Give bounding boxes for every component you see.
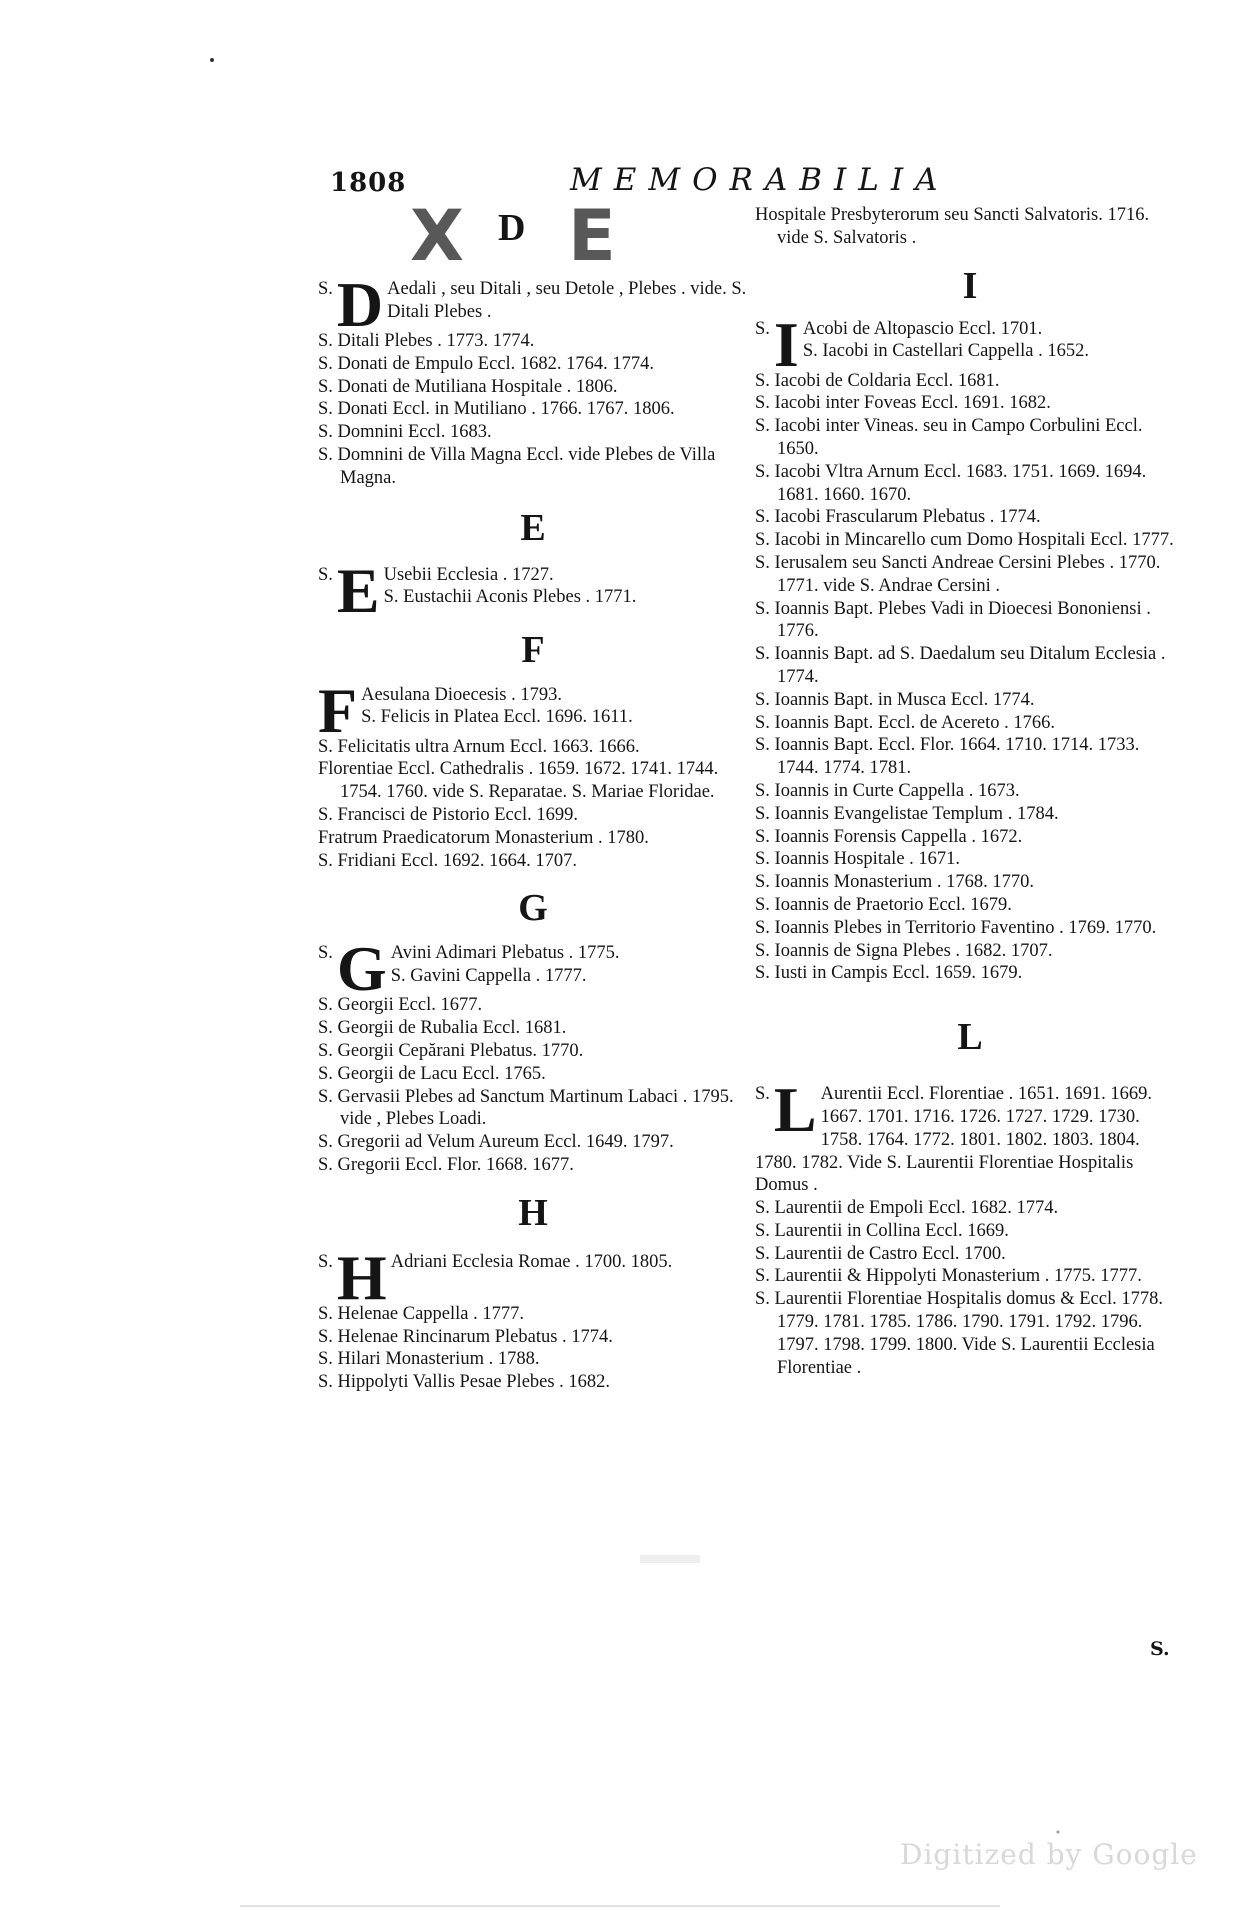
list-item: Adriani Ecclesia Romae . 1700. 1805. — [390, 1251, 673, 1272]
list-item: S. Helenae Rincinarum Plebatus . 1774. — [318, 1326, 613, 1347]
catchword: S. — [1150, 1638, 1170, 1660]
list-item: S. Felicitatis ultra Arnum Eccl. 1663. 1666. — [318, 736, 640, 757]
first-entry-e — [318, 564, 748, 616]
list-item: S. Laurentii & Hippolyti Monasterium . 1775. 1777. — [755, 1266, 1142, 1287]
section-heading-e: E — [520, 506, 546, 549]
drop-initial-d: D — [336, 278, 384, 330]
list-item: S. Gervasii Plebes ad Sanctum Martinum Labaci . 1795. vide , Plebes Loadi. — [318, 1086, 734, 1130]
list-item: S. Laurentii in Collina Eccl. 1669. — [755, 1220, 1009, 1241]
bleed-through-e: E — [568, 195, 616, 277]
page-title: MEMORABILIA — [570, 162, 950, 198]
list-item: S. Laurentii de Castro Eccl. 1700. — [755, 1243, 1006, 1264]
entry-prefix: S. — [755, 1084, 770, 1105]
list-item: S. Donati Eccl. in Mutiliano . 1766. 1767. 1806. — [318, 399, 675, 420]
list-item: S. Georgii de Rubalia Eccl. 1681. — [318, 1018, 567, 1039]
list-item: S. Francisci de Pistorio Eccl. 1699. — [318, 804, 578, 825]
entry-prefix: S. — [318, 1251, 333, 1272]
section-heading-g: G — [518, 887, 548, 930]
list-item: S. Helenae Cappella . 1777. — [318, 1303, 525, 1324]
list-item: S. Eustachii Aconis Plebes . 1771. — [383, 587, 637, 608]
list-item: S. Laurentii Florentiae Hospitalis domus & Eccl. 1778. 1779. 1781. 1785. 1786. 1790. 1791. 1792. 1796. 1797. 1798. 1799. 1800. Vide S. Laurentii Ecclesia Florentiae . — [755, 1289, 1163, 1378]
list-item: S. Donati de Empulo Eccl. 1682. 1764. 1774. — [318, 353, 655, 374]
list-item: S. Iacobi inter Vineas. seu in Campo Corbulini Eccl. 1650. — [755, 416, 1143, 459]
first-entry-g — [318, 942, 748, 994]
list-item: S. Ditali Plebes . 1773. 1774. — [318, 331, 535, 351]
list-item: S. Georgii de Lacu Eccl. 1765. — [318, 1063, 546, 1084]
drop-initial-f: F — [318, 683, 358, 736]
list-item: S. Ioannis Forensis Cappella . 1672. — [755, 826, 1023, 847]
list-item: S. Iacobi inter Foveas Eccl. 1691. 1682. — [755, 393, 1051, 414]
list-item: S. Ioannis de Praetorio Eccl. 1679. — [755, 894, 1012, 915]
list-item: S. Ioannis Evangelistae Templum . 1784. — [755, 803, 1059, 824]
list-item: S. Georgii Eccl. 1677. — [318, 995, 483, 1016]
list-item: Fratrum Praedicatorum Monasterium . 1780. — [318, 827, 649, 848]
section-heading-f: F — [521, 628, 545, 671]
list-item: S. Iacobi in Mincarello cum Domo Hospitali Eccl. 1777. — [755, 530, 1174, 551]
list-item: S. Ioannis Bapt. Plebes Vadi in Dioecesi Bononiensi . 1776. — [755, 598, 1151, 642]
section-heading-l: L — [957, 1016, 983, 1059]
left-column — [318, 207, 748, 1394]
list-item: S. Felicis in Platea Eccl. 1696. 1611. — [361, 707, 633, 728]
list-item: S. Gregorii ad Velum Aureum Eccl. 1649. 1797. — [318, 1132, 674, 1153]
first-entry-l — [755, 1083, 1185, 1197]
list-item: S. Ioannis Monasterium . 1768. 1770. — [755, 872, 1035, 893]
list-item: S. Laurentii de Empoli Eccl. 1682. 1774. — [755, 1198, 1059, 1219]
entry-prefix: S. — [318, 564, 333, 585]
drop-initial-g: G — [336, 942, 387, 995]
list-item: S. Domnini de Villa Magna Eccl. vide Plebes de Villa Magna. — [318, 444, 716, 488]
list-item: Aesulana Dioecesis . 1793. — [361, 684, 562, 705]
list-item: S. Iusti in Campis Eccl. 1659. 1679. — [755, 963, 1023, 984]
list-item: Aedali , seu Ditali , seu Detole , Plebes . vide. S. Ditali Plebes . — [387, 279, 747, 322]
section-heading-d: D — [498, 207, 526, 249]
list-item: Usebii Ecclesia . 1727. — [383, 564, 554, 585]
list-item: S. Ioannis Bapt. Eccl. Flor. 1664. 1710. 1714. 1733. 1744. 1774. 1781. — [755, 735, 1140, 779]
list-item: S. Iacobi in Castellari Cappella . 1652. — [802, 341, 1089, 362]
list-item: S. Ioannis de Signa Plebes . 1682. 1707. — [755, 940, 1053, 961]
section-heading-h: H — [518, 1191, 548, 1234]
drop-initial-h: H — [336, 1250, 387, 1303]
list-item: S. Ioannis Bapt. ad S. Daedalum seu Ditalum Ecclesia . 1774. — [755, 644, 1166, 687]
list-item: S. Ioannis in Curte Cappella . 1673. — [755, 780, 1020, 801]
entry-prefix: S. — [755, 318, 770, 339]
first-entry-f — [318, 684, 748, 736]
list-item: S. Ioannis Bapt. in Musca Eccl. 1774. — [755, 689, 1035, 710]
page-number: 1808 — [330, 168, 407, 198]
drop-initial-e: E — [336, 563, 380, 616]
list-item: S. Iacobi Frascularum Plebatus . 1774. — [755, 507, 1041, 528]
list-item: Aurentii Eccl. Florentiae . 1651. 1691. 1669. 1667. 1701. 1716. 1726. 1727. 1729. 1730. 1758. 1764. 1772. 1801. 1802. 1803. 1804. 1780. 1782. Vide S. Laurentii Florentiae Hospitalis Domus . — [755, 1084, 1153, 1196]
list-item: Acobi de Altopascio Eccl. 1701. — [802, 318, 1043, 339]
list-item: S. Ioannis Hospitale . 1671. — [755, 849, 961, 870]
list-item: S. Hilari Monasterium . 1788. — [318, 1349, 540, 1370]
list-item: S. Iacobi de Coldaria Eccl. 1681. — [755, 370, 1000, 391]
entry-prefix: S. — [318, 279, 333, 299]
list-item: S. Hippolyti Vallis Pesae Plebes . 1682. — [318, 1372, 611, 1393]
first-entry-d — [318, 278, 748, 330]
first-entry-i — [755, 318, 1185, 370]
list-item: S. Ierusalem seu Sancti Andreae Cersini Plebes . 1770. 1771. vide S. Andrae Cersini . — [755, 552, 1161, 596]
digitization-watermark: Digitized by Google — [900, 1838, 1198, 1871]
list-item: Florentiae Eccl. Cathedralis . 1659. 1672. 1741. 1744. 1754. 1760. vide S. Reparatae. S. Mariae Floridae. — [318, 759, 719, 803]
list-item: Avini Adimari Plebatus . 1775. — [390, 943, 620, 964]
list-item: S. Georgii Cepărani Plebatus. 1770. — [318, 1040, 584, 1061]
first-entry-h — [318, 1251, 748, 1303]
right-column — [755, 204, 1185, 1379]
drop-initial-l: L — [773, 1083, 817, 1146]
entry-prefix: S. — [318, 943, 333, 964]
list-item: S. Ioannis Plebes in Territorio Faventino . 1769. 1770. — [755, 917, 1157, 938]
list-item: S. Fridiani Eccl. 1692. 1664. 1707. — [318, 850, 577, 871]
list-item: S. Ioannis Bapt. Eccl. de Acereto . 1766. — [755, 712, 1056, 733]
bleed-through-x: X — [410, 195, 464, 277]
list-item: S. Iacobi Vltra Arnum Eccl. 1683. 1751. 1669. 1694. 1681. 1660. 1670. — [755, 461, 1147, 505]
section-heading-i: I — [962, 264, 978, 307]
list-item: S. Domnini Eccl. 1683. — [318, 422, 492, 443]
list-item: S. Gavini Cappella . 1777. — [390, 966, 587, 987]
list-item: S. Donati de Mutiliana Hospitale . 1806. — [318, 376, 618, 397]
list-item: Hospitale Presbyterorum seu Sancti Salvatoris. 1716. vide S. Salvatoris . — [755, 205, 1150, 248]
drop-initial-i: I — [773, 317, 799, 370]
list-item: S. Gregorii Eccl. Flor. 1668. 1677. — [318, 1154, 574, 1175]
